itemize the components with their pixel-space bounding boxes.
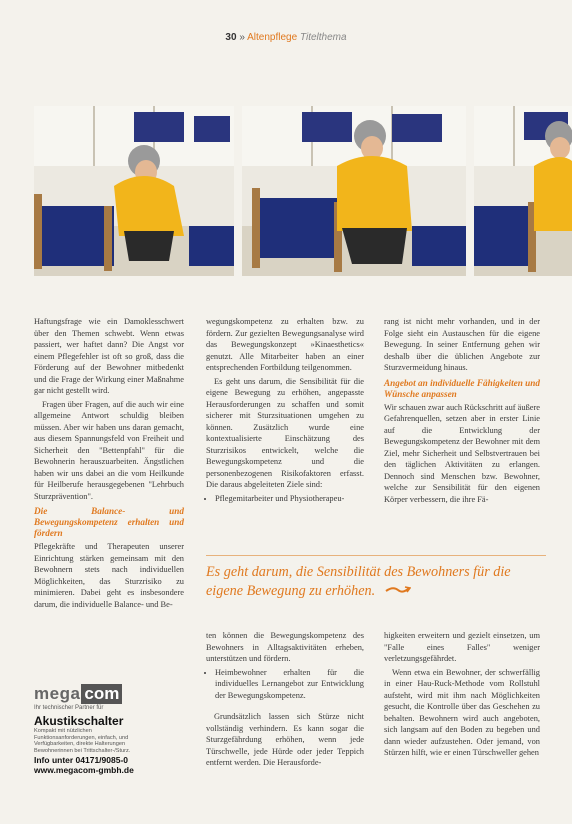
photo-elderly-woman-chair-exercise-1-icon — [34, 106, 234, 276]
column-1 — [34, 316, 184, 612]
col3b-paragraph-2: Wenn etwa ein Bewohner, der schwerfällig in einer Hau-Ruck-Methode vom Rollstuhl aufsteht, wird mit ihm nach Möglichkeiten gesucht, die Kontrolle über das Geschehen zu behalten. Bewohnern wird auch angeboten, sich langsam auf den Boden zu begeben und dann wieder aufzustehen. Oder jemand, von Stürzen hilft, wie er einen Türschweller gehen — [384, 667, 540, 757]
megacom-logo — [34, 684, 158, 704]
megacom-ad[interactable] — [34, 684, 158, 778]
col1-subheading: Die Balance- und Bewegungskompetenz erhalten und fördern — [34, 506, 184, 538]
page-number: 30 — [225, 32, 237, 43]
col1-paragraph-1: Haftungsfrage wie ein Damoklesschwert über den Themen schwebt. Wenn etwas passiert, wer haftet dann? Die Angst vor einem Pflegefehler ist oft so groß, dass die Förderung auf der Bewohner mitbedenkt und die Frage der Wirkung einer Maßnahme gar nicht gestellt wird. — [34, 317, 184, 395]
column-3 — [384, 316, 540, 507]
col3b-paragraph-1: higkeiten erweitern und gezielt einsetzen, um "Falle eines Falles" weniger verletzungsgefährdet. — [384, 631, 540, 663]
header-subsection: Titelthema — [299, 32, 347, 43]
column-2 — [206, 316, 364, 504]
col1-paragraph-2: Fragen über Fragen, auf die auch wir eine allgemeine Antwort schuldig bleiben müssen. Aber wir haben uns daran gemacht, aus diesem Spannungsfeld von Freiheit und Sicherheit den "Bettenpfahl" für die Bewohnerin herauszuarbeiten. Ängstlichen haben wir uns dabei an die vom Heilkunde für Heilberufe herausgegebenen "Lehrbuch Sturzprävention". — [34, 399, 184, 501]
ad-line-4: Bewohnerinnen bei Trittschalter-/Sturz. — [34, 747, 131, 754]
pull-quote — [206, 563, 551, 600]
ad-line-2: Funktionsanforderungen, einfach, und — [34, 734, 129, 741]
col2-paragraph-2: Es geht uns darum, die Sensibilität für die eigene Bewegung zu erhöhen, angepasste Herausforderungen zu schaffen und somit sicherer mit Sturzsituationen umgehen zu können. Zusätzlich wurde eine kontextualisierte Einschätzung des Sturzrisikos entwickelt, welche die Bewegungskompetenz und die personenbezogenen Risikofaktoren erfasst. Die daraus abgeleiteten Ziele sind: — [206, 376, 364, 489]
photo-3 — [474, 106, 572, 276]
ad-line-3: Verfügbarkeiten, direkte Halterungen — [34, 741, 126, 748]
photo-2 — [242, 106, 466, 276]
ad-url-link[interactable]: www.megacom-gmbh.de — [34, 765, 134, 776]
col2b-bullet-list — [206, 667, 364, 702]
col2b-bullet-2: • Heimbewohner erhalten für die individuelles Lernangebot zur Entwicklung der Bewegungskompetenz. — [215, 667, 364, 702]
photo-elderly-woman-chair-exercise-3-icon — [474, 106, 572, 276]
pull-quote-rule — [206, 555, 546, 556]
ad-tagline: Ihr technischer Partner für — [34, 705, 104, 711]
col3-paragraph-1: rang ist nicht mehr vorhanden, und in der Folge sieht ein Austauschen für die eigene Bewegung. In seiner Entfernung gehen wir deshalb über die üblichen Angebote zur Sturzvermeidung hinaus. — [384, 317, 540, 372]
swoosh-arrow-icon — [385, 582, 411, 601]
col3-subheading: Angebot an individuelle Fähigkeiten und Wünsche anpassen — [384, 377, 540, 399]
pull-quote-text: Es geht darum, die Sensibilität des Bewohners für die eigene Bewegung zu erhöhen. — [206, 564, 511, 599]
photo-elderly-woman-chair-exercise-2-icon — [242, 106, 466, 276]
column-3-bottom — [384, 630, 540, 761]
ad-info-phone: Info unter 04171/9085-0 — [34, 755, 129, 766]
col2-bullet-1: • Pflegemitarbeiter und Physiotherapeu- — [215, 493, 364, 505]
col3-paragraph-2: Wir schauen zwar auch Rückschritt auf äußere Gefahrenquellen, setzen aber in erster Linie auf die Entwicklung der Bewegungskompetenz der Bewohner mit dem Ziel, mehr Sicherheit und Selbstvertrauen bei den täglichen Aktivitäten zu erlangen. Dennoch sind Menschen bzw. Bewohner, welche zur Sensibilität für den eigenen Körper verbessern, die ihre Fä- — [384, 402, 540, 504]
col1-paragraph-3: Pflegekräfte und Therapeuten unserer Einrichtung stärken gemeinsam mit den Bewohnern stets nach individuellen Möglichkeiten, das Sturzrisiko zu minimieren. Dabei geht es insbesondere darum, die individuelle Balance- und Be- — [34, 542, 184, 609]
col2b-paragraph-1: ten können die Bewegungskompetenz des Bewohners in Alltagsaktivitäten erheben, unterstützen und fördern. — [206, 631, 364, 663]
ad-title: Akustikschalter — [34, 714, 124, 728]
logo-part-1: mega — [34, 684, 81, 703]
header-separator: » — [239, 32, 245, 43]
logo-part-2: com — [81, 684, 122, 704]
photo-1 — [34, 106, 234, 276]
running-header — [0, 32, 572, 43]
col2-paragraph-1: wegungskompetenz zu erhalten bzw. zu fördern. Zur gezielten Bewegungsanalyse wird das Bewegungskonzept »Kinaesthetics« genutzt. Alle Mitarbeiter haben an einer entsprechenden Fortbildung teilgenommen. — [206, 317, 364, 372]
column-2-bottom — [206, 630, 364, 771]
ad-line-1: Kompakt mit nützlichen — [34, 728, 92, 734]
header-section: Altenpflege — [247, 32, 298, 43]
col2-bullet-list — [206, 493, 364, 505]
col2b-paragraph-2: Grundsätzlich lassen sich Stürze nicht vollständig verhindern. Es kann sogar die Sturzgefährdung erhöhen, wenn jede Türschwelle, jede Hürde oder jeder Teppich entfernt werden. Die Herausforde- — [206, 712, 364, 767]
